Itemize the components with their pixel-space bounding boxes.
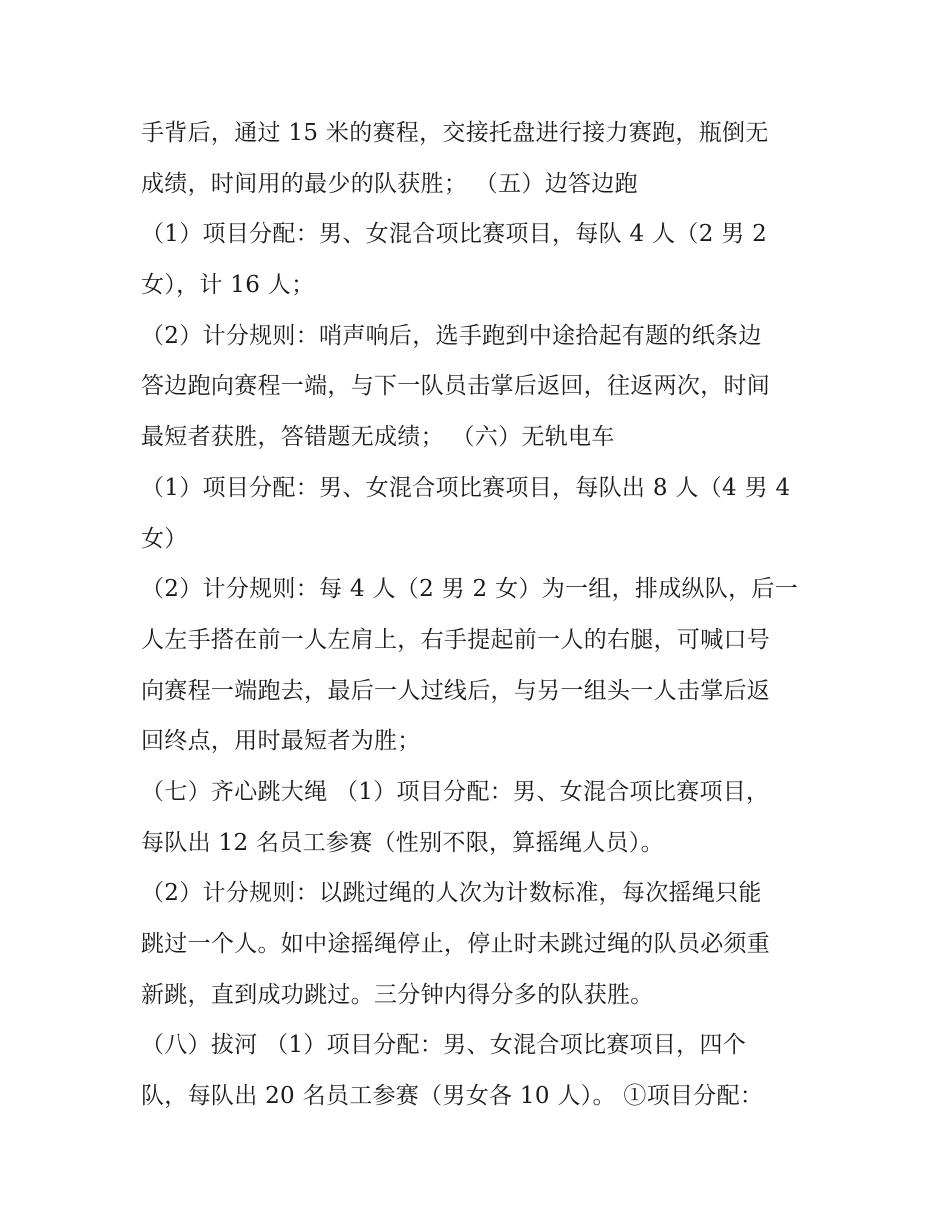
text-line: （1）项目分配：男、女混合项比赛项目，每队 4 人（2 男 2 <box>141 221 768 248</box>
text-line: 回终点，用时最短者为胜； <box>141 728 421 755</box>
text-line: 手背后，通过 15 米的赛程，交接托盘进行接力赛跑，瓶倒无 <box>141 120 769 146</box>
text-line: （七）齐心跳大绳 （1）项目分配：男、女混合项比赛项目， <box>141 778 770 805</box>
text-line: 新跳，直到成功跳过。三分钟内得分多的队获胜。 <box>141 981 654 1008</box>
text-line: 队，每队出 20 名员工参赛（男女各 10 人）。 ①项目分配： <box>141 1083 764 1110</box>
text-line: （2）计分规则：以跳过绳的人次为计数标准，每次摇绳只能 <box>141 880 762 907</box>
text-line: （八）拔河 （1）项目分配：男、女混合项比赛项目，四个 <box>141 1032 747 1059</box>
text-line: （1）项目分配：男、女混合项比赛项目，每队出 8 人（4 男 4 <box>141 474 791 501</box>
text-line: （2）计分规则：哨声响后，选手跑到中途拾起有题的纸条边 <box>141 322 762 349</box>
text-line: 答边跑向赛程一端，与下一队员击掌后返回，往返两次，时间 <box>141 373 771 400</box>
text-line: 女） <box>141 525 188 552</box>
document-body <box>141 108 813 1122</box>
text-line: 最短者获胜，答错题无成绩； （六）无轨电车 <box>141 424 615 451</box>
text-line: 人左手搭在前一人左肩上，右手提起前一人的右腿，可喊口号 <box>141 626 771 653</box>
text-line: （2）计分规则：每 4 人（2 男 2 女）为一组，排成纵队，后一 <box>141 576 798 603</box>
text-line: 女），计 16 人； <box>141 272 315 299</box>
text-line: 成绩，时间用的最少的队获胜； （五）边答边跑 <box>141 170 638 197</box>
text-line: 每队出 12 名员工参赛（性别不限，算摇绳人员）。 <box>141 829 664 856</box>
text-line: 向赛程一端跑去，最后一人过线后，与另一组头一人击掌后返 <box>141 677 771 704</box>
text-line: 跳过一个人。如中途摇绳停止，停止时未跳过绳的队员必须重 <box>141 931 771 957</box>
